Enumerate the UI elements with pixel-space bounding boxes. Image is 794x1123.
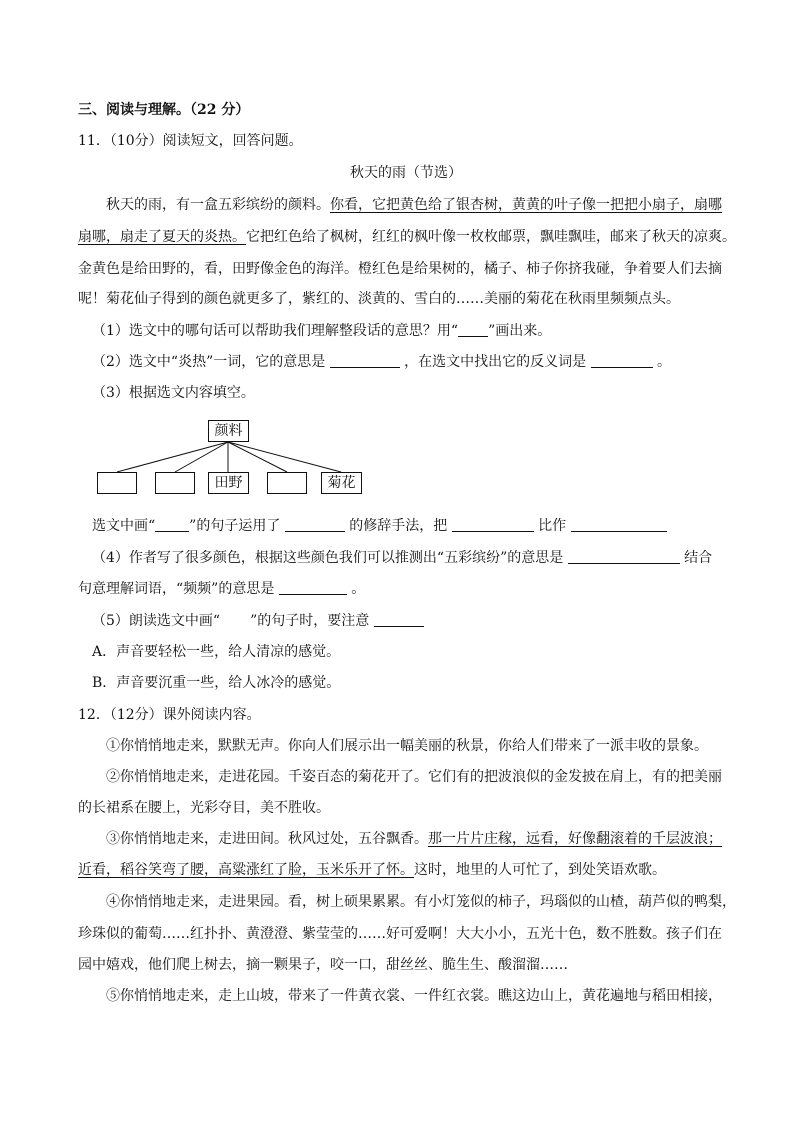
answer-blank[interactable]: [285, 517, 345, 532]
q12-paragraph-1: ①你悄悄地走来，默默无声。你向人们展示出一幅美丽的秋景，你给人们带来了一派丰收的景象。: [106, 738, 708, 754]
wavy-mark: [220, 611, 250, 625]
q12-paragraph-2-cont: 的长裙系在腰上，光彩夺目，美不胜收。: [78, 800, 330, 816]
tree-root: 颜料: [208, 420, 249, 442]
answer-blank[interactable]: [155, 517, 189, 532]
q12-paragraph-2: ②你悄悄地走来，走进花园。千姿百态的菊花开了。它们有的把波浪似的金发披在肩上，有的把美丽: [106, 769, 722, 785]
answer-blank[interactable]: [374, 612, 424, 627]
passage-line-4: 呢！菊花仙子得到的颜色就更多了，紫红的、淡黄的、雪白的……美丽的菊花在秋雨里频频点头。: [78, 291, 680, 307]
question-11-header: 11．（10分）阅读短文，回答问题。: [78, 133, 303, 149]
q12-paragraph-4: ④你悄悄地走来，走进果园。看，树上硕果累累。有小灯笼似的柿子，玛瑙似的山楂，葫芦似的鸭梨，: [106, 894, 736, 910]
underlined-sentence-end: 近看，稻谷笑弯了腰，高粱涨红了脸，玉米乐开了怀。: [78, 862, 414, 878]
q12-paragraph-4-cont: 珍珠似的葡萄……红扑扑、黄澄澄、紫莹莹的……好可爱啊！大大小小，五光十色，数不胜数。孩子们在: [78, 926, 722, 942]
option-a[interactable]: A．声音要轻松一些，给人清凉的感觉。: [92, 644, 341, 660]
section-title: 三、阅读与理解。（22 分）: [78, 102, 250, 118]
tree-leaf-blank[interactable]: [267, 472, 307, 494]
q12-paragraph-3: ③你悄悄地走来，走进田间。秋风过处，五谷飘香。那一片片庄稼，远看，好像翻滚着的千层波浪；: [106, 831, 722, 847]
color-tree-lines: [0, 0, 794, 520]
underlined-sentence: 你看，它把黄色给了银杏树，黄黄的叶子像一把把小扇子，扇哪: [330, 197, 722, 213]
sub-question-2: （2）选文中“炎热”一词，它的意思是 ，在选文中找出它的反义词是 。: [92, 354, 672, 370]
passage-line-2: 扇哪，扇走了夏天的炎热。它把红色给了枫树，红红的枫叶像一枚枚邮票，飘哇飘哇，邮来了秋天的凉爽。: [78, 229, 736, 245]
sub-question-4: （4）作者写了很多颜色，根据这些颜色我们可以推测出“五彩缤纷”的意思是 结合: [92, 550, 713, 566]
option-b[interactable]: B．声音要沉重一些，给人冰冷的感觉。: [92, 675, 341, 691]
q12-paragraph-4-end: 园中嬉戏，他们爬上树去，摘一颗果子，咬一口，甜丝丝、脆生生、酸溜溜……: [78, 957, 568, 973]
underlined-sentence: 那一片片庄稼，远看，好像翻滚着的千层波浪；: [428, 831, 722, 847]
answer-blank[interactable]: [279, 580, 347, 595]
sub-question-3: （3）根据选文内容填空。: [92, 385, 255, 401]
answer-blank[interactable]: [452, 517, 534, 532]
sub-question-3-text: 选文中画“ ”的句子运用了 的修辞手法，把 比作: [92, 517, 667, 535]
q12-paragraph-3-cont: 近看，稻谷笑弯了腰，高粱涨红了脸，玉米乐开了怀。这时，地里的人可忙了，到处笑语欢歌。: [78, 862, 666, 878]
sub-question-1: （1）选文中的哪句话可以帮助我们理解整段话的意思？用“ ”画出来。: [92, 323, 552, 339]
sub-question-4-cont: 句意理解词语，“频频”的意思是 。: [78, 581, 366, 597]
tree-leaf-fields: 田野: [208, 472, 249, 494]
tree-leaf-blank[interactable]: [97, 472, 137, 494]
answer-blank[interactable]: [568, 549, 680, 564]
underlined-sentence-end: 扇哪，扇走了夏天的炎热。: [78, 229, 246, 245]
passage-title: 秋天的雨（节选）: [350, 165, 462, 181]
q12-paragraph-5: ⑤你悄悄地走来，走上山坡，带来了一件黄衣裳、一件红衣裳。瞧这边山上，黄花遍地与稻田相接，: [106, 988, 722, 1004]
answer-blank[interactable]: [571, 517, 667, 532]
passage-line-1: 秋天的雨，有一盒五彩缤纷的颜料。你看，它把黄色给了银杏树，黄黄的叶子像一把把小扇子，扇哪: [106, 197, 722, 213]
sub-question-5: （5）朗读选文中画“ ”的句子时，要注意: [92, 611, 424, 630]
passage-line-3: 金黄色是给田野的，看，田野像金色的海洋。橙红色是给果树的，橘子、柿子你挤我碰，争着要人们去摘: [78, 261, 722, 277]
tree-leaf-blank[interactable]: [155, 472, 195, 494]
tree-leaf-chrysanthemum: 菊花: [321, 472, 362, 494]
question-12-header: 12．（12分）课外阅读内容。: [78, 707, 261, 723]
